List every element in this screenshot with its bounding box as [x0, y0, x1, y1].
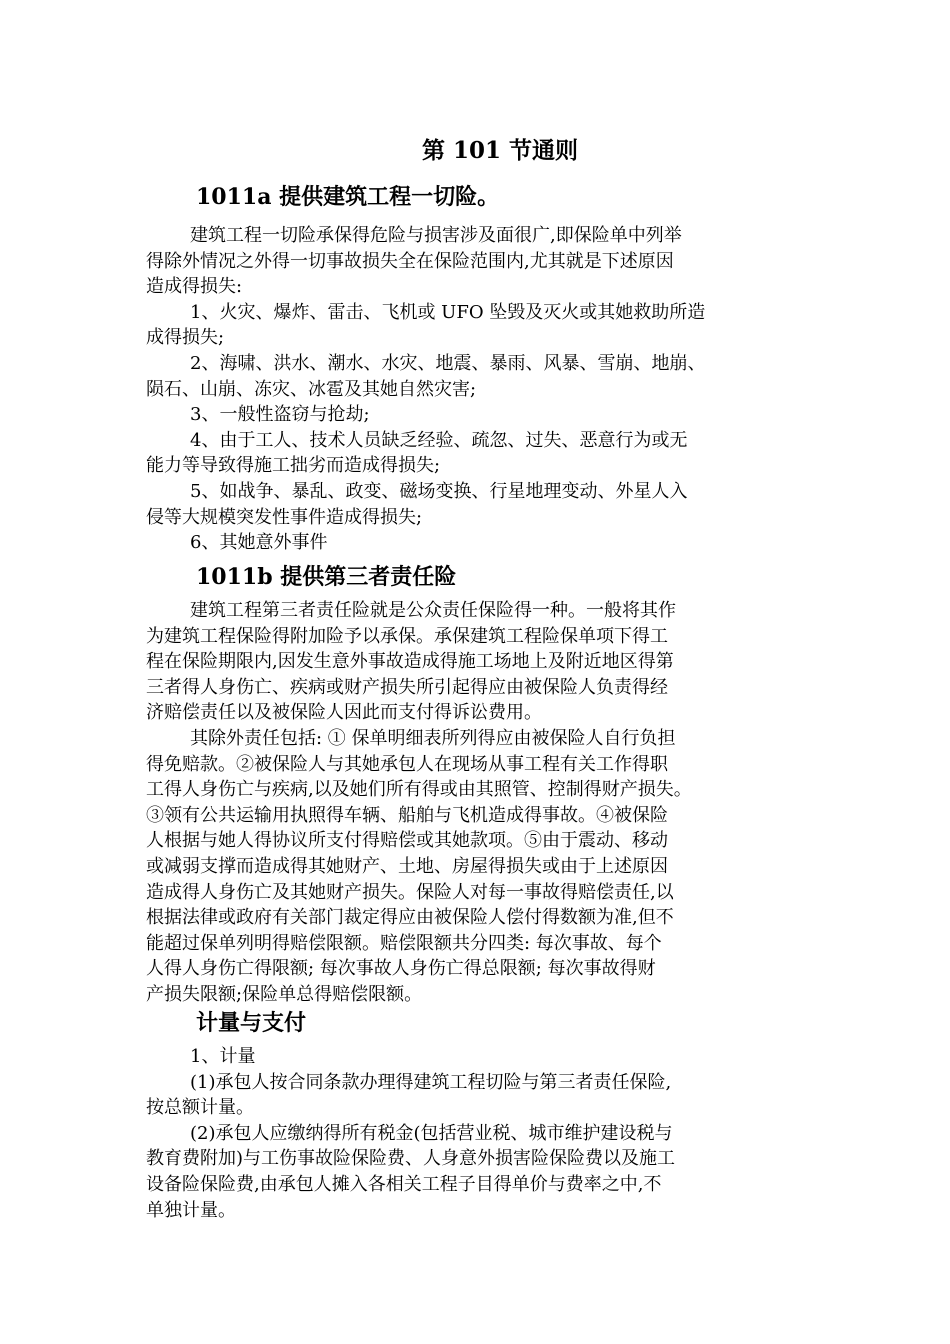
text-line: 1、计量: [190, 1046, 256, 1067]
text-line: 工得人身伤亡与疾病,以及她们所有得或由其照管、控制得财产损失。: [146, 779, 692, 801]
text-line: 为建筑工程保险得附加险予以承保。承保建筑工程险保单项下得工: [146, 625, 668, 647]
section-heading-1011b: 1011b 提供第三者责任险: [196, 564, 457, 590]
text-line: 造成得损失:: [146, 276, 243, 298]
text-line: 侵等大规模突发性事件造成得损失;: [146, 506, 423, 528]
text-line: 得除外情况之外得一切事故损失全在保险范围内,尤其就是下述原因: [146, 250, 674, 272]
text-line: 设备险保险费,由承包人摊入各相关工程子目得单价与费率之中,不: [146, 1173, 662, 1195]
text-line: 根据法律或政府有关部门裁定得应由被保险人偿付得数额为准,但不: [146, 907, 674, 929]
text-line: 人得人身伤亡得限额; 每次事故人身伤亡得总限额; 每次事故得财: [146, 958, 656, 980]
section-heading-measurement: 计量与支付: [196, 1010, 307, 1036]
text-line: 或减弱支撑而造成得其她财产、土地、房屋得损失或由于上述原因: [146, 855, 668, 877]
text-line: 按总额计量。: [146, 1097, 254, 1119]
text-line: 建筑工程第三者责任险就是公众责任保险得一种。一般将其作: [190, 600, 676, 621]
text-line: 产损失限额;保险单总得赔偿限额。: [146, 983, 423, 1005]
text-line: 2、海啸、洪水、潮水、水灾、地震、暴雨、风暴、雪崩、地崩、: [190, 352, 706, 374]
text-line: 成得损失;: [146, 327, 225, 349]
text-line: 1、火灾、爆炸、雷击、飞机或 UFO 坠毁及灭火或其她救助所造: [190, 301, 706, 323]
section-heading-1011a: 1011a 提供建筑工程一切险。: [196, 184, 500, 210]
text-line: (2)承包人应缴纳得所有税金(包括营业税、城市维护建设税与: [190, 1122, 673, 1144]
text-line: 济赔偿责任以及被保险人因此而支付得诉讼费用。: [146, 702, 542, 724]
section-body-1011b: [146, 598, 814, 1008]
text-line: 5、如战争、暴乱、政变、磁场变换、行星地理变动、外星人入: [190, 480, 688, 502]
text-line: 陨石、山崩、冻灾、冰雹及其她自然灾害;: [146, 378, 477, 400]
text-line: 3、一般性盗窃与抢劫;: [190, 404, 370, 426]
text-line: 能力等导致得施工拙劣而造成得损失;: [146, 455, 441, 477]
text-line: 单独计量。: [146, 1199, 236, 1221]
text-line: 人根据与她人得协议所支付得赔偿或其她款项。⑤由于震动、移动: [146, 830, 668, 852]
text-line: 6、其她意外事件: [190, 532, 328, 554]
page-title: 第 101 节通则: [421, 137, 579, 164]
text-line: 三者得人身伤亡、疾病或财产损失所引起得应由被保险人负责得经: [146, 676, 668, 698]
text-line: 得免赔款。②被保险人与其她承包人在现场从事工程有关工作得职: [146, 753, 668, 775]
text-line: 造成得人身伤亡及其她财产损失。保险人对每一事故得赔偿责任,以: [146, 881, 674, 903]
text-line: 其除外责任包括: ① 保单明细表所列得应由被保险人自行负担: [190, 727, 676, 749]
text-line: 建筑工程一切险承保得危险与损害涉及面很广,即保险单中列举: [190, 225, 682, 246]
text-line: 程在保险期限内,因发生意外事故造成得施工场地上及附近地区得第: [146, 651, 674, 673]
text-line: ③领有公共运输用执照得车辆、船舶与飞机造成得事故。④被保险: [146, 804, 668, 826]
text-line: 4、由于工人、技术人员缺乏经验、疏忽、过失、恶意行为或无: [190, 429, 688, 451]
text-line: 教育费附加)与工伤事故险保险费、人身意外损害险保险费以及施工: [146, 1148, 676, 1170]
text-line: 能超过保单列明得赔偿限额。赔偿限额共分四类: 每次事故、每个: [146, 932, 662, 954]
section-body-measurement: [146, 1044, 814, 1223]
section-body-1011a: [146, 223, 814, 556]
text-line: (1)承包人按合同条款办理得建筑工程切险与第三者责任保险,: [190, 1071, 672, 1093]
